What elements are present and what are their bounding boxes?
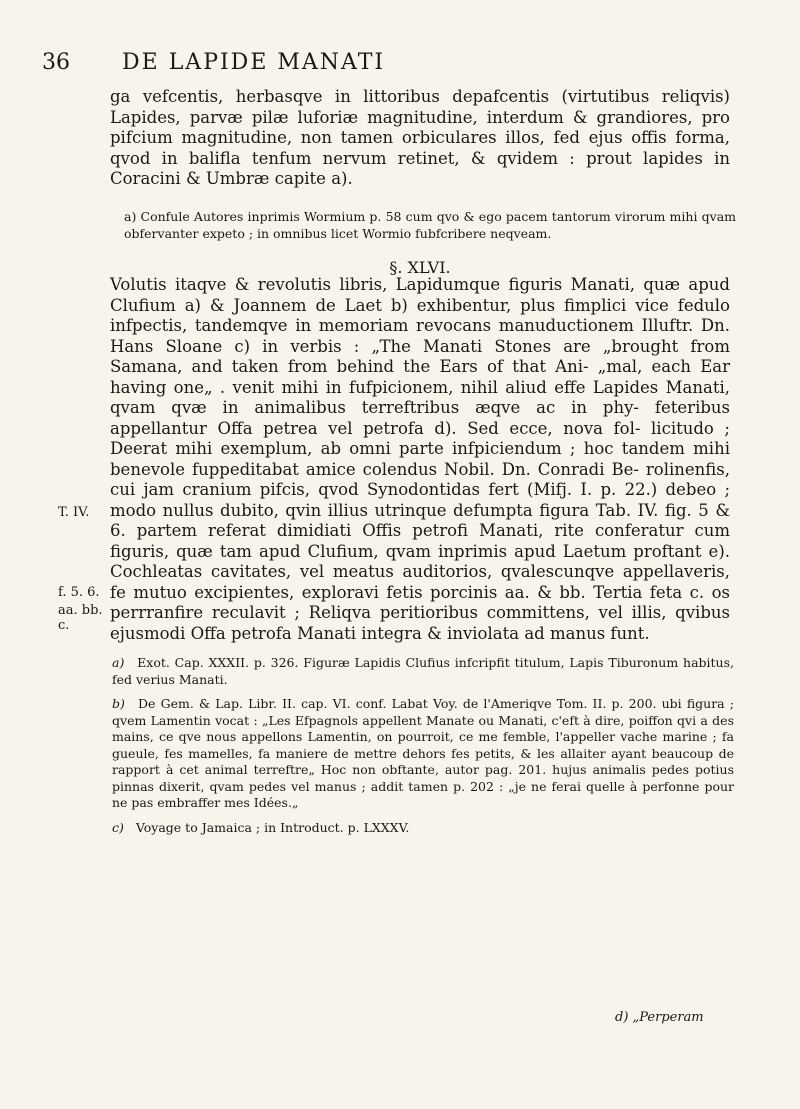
footnote-a-first [124,208,736,242]
footnote-text: Voyage to Jamaica ; in Introduct. p. LXXXV. [135,819,410,835]
margin-note-table-ref: T. IV. [58,505,90,520]
footnote-text: Exot. Cap. XXXII. p. 326. Figuræ Lapidis Clufius infcripfit titulum, Lapis Tiburonum habitus, fed verius Manati. [112,655,734,687]
footnote-key: c) [112,819,124,835]
footnote-text: Confule Autores inprimis Wormium p. 58 cum qvo & ego pacem tantorum virorum mihi qvam obfervanter expeto ; in omnibus licet Wormio fubfcribere neqveam. [124,209,736,241]
margin-note-setae-ref: aa. bb. c. [58,603,103,633]
footnote [112,655,734,688]
footnote [112,696,734,812]
footnote-key: a) [124,209,137,224]
footnote [112,820,734,837]
footnote-text: De Gem. & Lap. Libr. II. cap. VI. conf. Labat Voy. de l'Ameriqve Tom. II. p. 200. ubi figura ; qvem Lamentin vocat : „Les Efpagnols appellent Manate ou Manati, c'eft à dire, poiffon qvi a des mains, ce qve nous appellons Lamentin, on pourroit, ce me femble, l'appeller vache marine ; fa gueule, fes mamelles, fa maniere de mettre dehors fes petits, & les allaiter ayant beaucoup de rapport à cet animal terreftre„ Hoc non obftante, autor pag. 201. hujus animalis pedes potius pinnas dixerit, qvam pedes vel manus ; addit tamen p. 202 : „je ne ferai quelle à perfonne pour ne pas embraffer mes Idées.„ [112,696,734,810]
running-title: DE LAPIDE MANATI [122,50,386,75]
margin-note-figure-ref: f. 5. 6. [58,585,100,600]
page-number: 36 [42,50,70,75]
catchword: d) „Perperam [615,1010,704,1025]
paragraph-1: ga vefcentis, herbasqve in littoribus depafcentis (virtutibus reliqvis) Lapides, parvæ pilæ luforiæ magnitudine, interdum & grandiores, pro pifcium magnitudine, non tamen orbiculares illos, fed ejus offis forma, qvod in balifla tenfum nervum retinet, & qvidem : prout lapides in Coracini & Umbræ capite a). [110,87,730,188]
footnote-key: b) [112,696,125,711]
page-header [42,50,742,90]
footnote-key: a) [112,655,125,670]
footnotes [112,655,734,844]
section-heading: §. XLVI. [389,258,451,277]
paragraph-2: Volutis itaqve & revolutis libris, Lapidumque figuris Manati, quæ apud Clufium a) & Joannem de Laet b) exhibentur, plus fimplici vice fedulo infpectis, tandemqve in memoriam revocans manuductionem Illuftr. Dn. Hans Sloane c) in verbis : „The Manati Stones are „brought from Samana, and taken from behind the Ears of that Ani- „mal, each Ear having one„ . venit mihi in fufpicionem, nihil aliud effe Lapides Manati, qvam qvæ in animalibus terreftribus æqve ac in phy- feteribus appellantur Offa petrea vel petrofa d). Sed ecce, nova fol- licitudo ; Deerat mihi exemplum, ab omni parte infpiciendum ; hoc tandem mihi benevole fuppeditabat amice colendus Nobil. Dn. Conradi Be- rolinenfis, cui jam cranium pifcis, qvod Synodontidas fert (Mifj. I. p. 22.) debeo ; modo nullus dubito, qvin illius utrinque defumpta figura Tab. IV. fig. 5 & 6. partem referat dimidiati Offis petrofi Manati, rite conferatur cum figuris, quæ tam apud Clufium, qvam inprimis apud Laetum proftant e). Cochleatas cavitates, vel meatus auditorios, qvalescunqve appellaveris, fe mutuo excipientes, exploravi fetis porcinis aa. & bb. Tertia feta c. os perrranfire reculavit ; Reliqva peritioribus committens, vel illis, qvibus ejusmodi Offa petrofa Manati integra & inviolata ad manus funt. [110,275,730,643]
